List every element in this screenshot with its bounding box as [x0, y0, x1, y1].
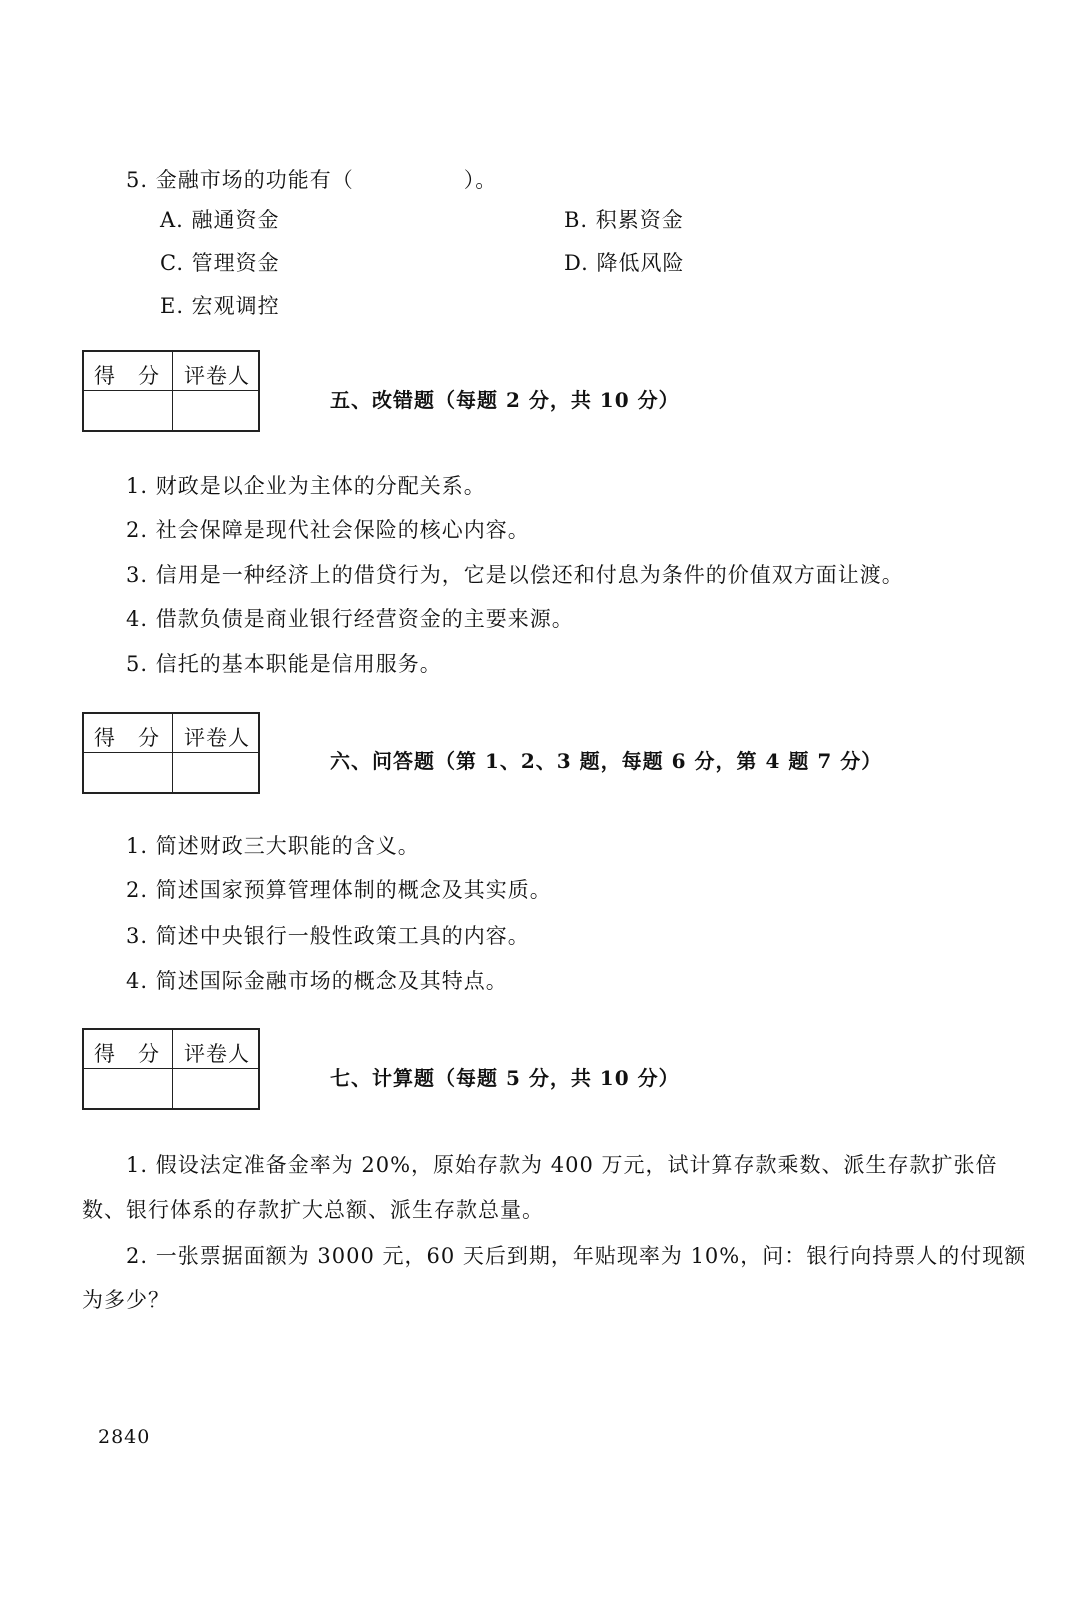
q5-option-a: A. 融通资金 [160, 208, 280, 232]
list-item: 2. 社会保障是现代社会保险的核心内容。 [126, 518, 530, 542]
q5-option-e: E. 宏观调控 [160, 294, 280, 318]
list-item: 1. 简述财政三大职能的含义。 [126, 834, 420, 858]
grader-label: 评卷人 [184, 1042, 250, 1066]
list-item: 4. 借款负债是商业银行经营资金的主要来源。 [126, 607, 574, 631]
section-title-qa: 六、问答题（第 1、2、3 题，每题 6 分，第 4 题 7 分） [330, 749, 883, 773]
calc-question-1-line-1: 1. 假设法定准备金率为 20%，原始存款为 400 万元，试计算存款乘数、派生存款扩张倍 [126, 1153, 998, 1177]
calc-question-1-line-2: 数、银行体系的存款扩大总额、派生存款总量。 [82, 1198, 544, 1222]
score-label: 得 分 [94, 1042, 160, 1066]
q5-stem: 5. 金融市场的功能有（ ）。 [126, 168, 498, 192]
score-table [82, 712, 260, 794]
list-item: 5. 信托的基本职能是信用服务。 [126, 652, 442, 676]
calc-question-2-line-1: 2. 一张票据面额为 3000 元，60 天后到期，年贴现率为 10%，问：银行向持票人的付现额 [126, 1244, 1027, 1268]
score-table [82, 1028, 260, 1110]
calc-question-2-line-2: 为多少？ [82, 1288, 170, 1312]
grader-label: 评卷人 [184, 726, 250, 750]
q5-option-c: C. 管理资金 [160, 251, 280, 275]
page-code: 2840 [98, 1426, 151, 1448]
list-item: 3. 简述中央银行一般性政策工具的内容。 [126, 924, 530, 948]
list-item: 1. 财政是以企业为主体的分配关系。 [126, 474, 486, 498]
section-title-calculation: 七、计算题（每题 5 分，共 10 分） [330, 1066, 680, 1090]
grader-label: 评卷人 [184, 364, 250, 388]
section-title-correction: 五、改错题（每题 2 分，共 10 分） [330, 388, 680, 412]
list-item: 4. 简述国际金融市场的概念及其特点。 [126, 969, 508, 993]
score-label: 得 分 [94, 726, 160, 750]
list-item: 2. 简述国家预算管理体制的概念及其实质。 [126, 878, 552, 902]
score-label: 得 分 [94, 364, 160, 388]
list-item: 3. 信用是一种经济上的借贷行为，它是以偿还和付息为条件的价值双方面让渡。 [126, 563, 904, 587]
q5-option-b: B. 积累资金 [564, 208, 684, 232]
score-table [82, 350, 260, 432]
q5-option-d: D. 降低风险 [564, 251, 685, 275]
